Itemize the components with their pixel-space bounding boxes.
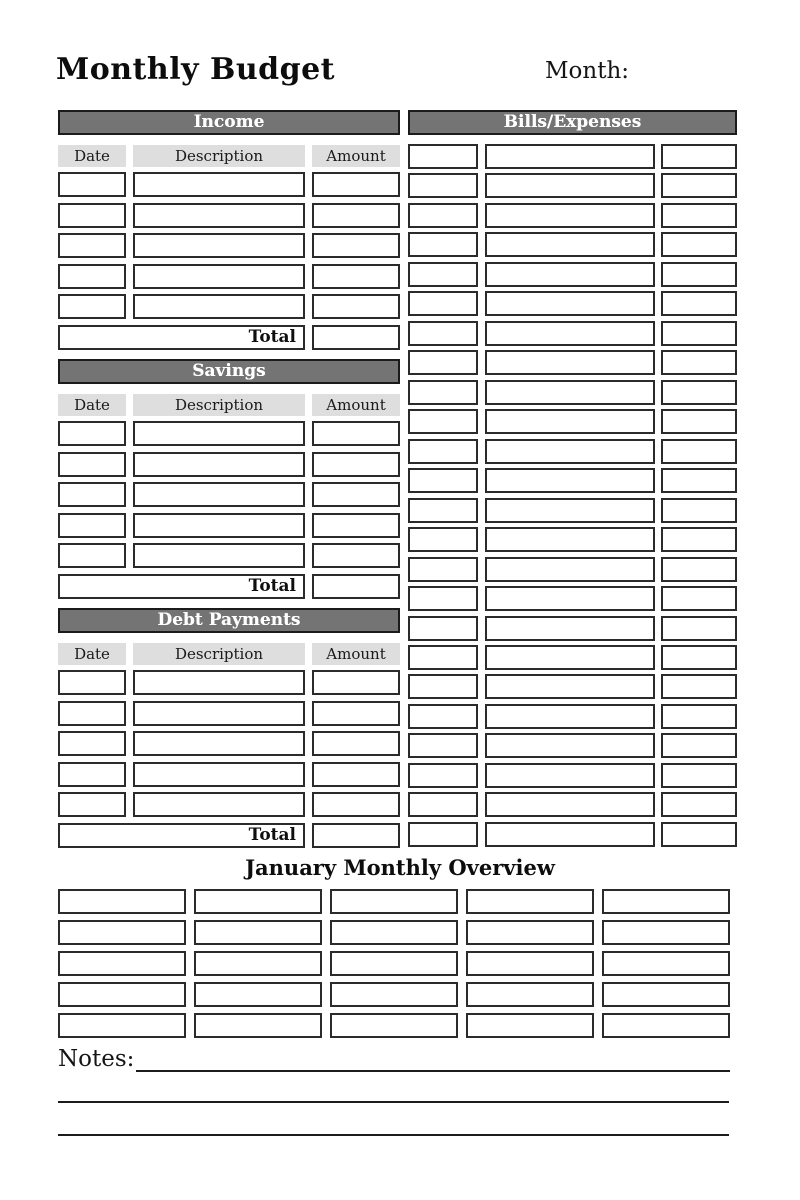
bills-date-field[interactable] [408, 321, 478, 346]
bills-row [408, 763, 737, 788]
income-description-field[interactable] [133, 203, 305, 228]
bills-date-field[interactable] [408, 674, 478, 699]
page-title: Monthly Budget [56, 52, 336, 87]
bills-description-field[interactable] [485, 439, 655, 464]
bills-description-field[interactable] [485, 616, 655, 641]
overview-cell[interactable] [602, 920, 730, 945]
income-column-headers [58, 145, 400, 167]
bills-row [408, 792, 737, 817]
savings-date-field[interactable] [58, 421, 126, 446]
debt-row [58, 792, 400, 817]
income-date-column-header: Date [58, 145, 126, 167]
monthly-overview-title: January Monthly Overview [245, 855, 555, 880]
overview-cell[interactable] [58, 1013, 186, 1038]
savings-row [58, 513, 400, 538]
savings-description-column-header: Description [133, 394, 305, 416]
overview-cell[interactable] [466, 920, 594, 945]
overview-cell[interactable] [194, 889, 322, 914]
bills-amount-field[interactable] [661, 262, 737, 287]
savings-row [58, 543, 400, 568]
savings-amount-field[interactable] [312, 513, 400, 538]
savings-row [58, 482, 400, 507]
debt-amount-column-header: Amount [312, 643, 400, 665]
income-amount-field[interactable] [312, 172, 400, 197]
savings-amount-field[interactable] [312, 421, 400, 446]
bills-description-field[interactable] [485, 350, 655, 375]
overview-cell[interactable] [58, 982, 186, 1007]
savings-description-field[interactable] [133, 543, 305, 568]
income-description-field[interactable] [133, 172, 305, 197]
bills-row [408, 203, 737, 228]
bills-row [408, 291, 737, 316]
overview-cell[interactable] [330, 951, 458, 976]
bills-row [408, 733, 737, 758]
debt-date-field[interactable] [58, 792, 126, 817]
savings-date-field[interactable] [58, 543, 126, 568]
bills-amount-field[interactable] [661, 498, 737, 523]
bills-amount-field[interactable] [661, 645, 737, 670]
bills-description-field[interactable] [485, 144, 655, 169]
overview-cell[interactable] [330, 982, 458, 1007]
overview-cell[interactable] [602, 982, 730, 1007]
bills-row [408, 557, 737, 582]
savings-date-field[interactable] [58, 452, 126, 477]
bills-description-field[interactable] [485, 792, 655, 817]
income-date-field[interactable] [58, 294, 126, 319]
debt-row [58, 731, 400, 756]
bills-description-field[interactable] [485, 704, 655, 729]
income-amount-column-header: Amount [312, 145, 400, 167]
debt-date-column-header: Date [58, 643, 126, 665]
bills-description-field[interactable] [485, 822, 655, 847]
debt-amount-field[interactable] [312, 762, 400, 787]
debt-description-field[interactable] [133, 701, 305, 726]
notes-label: Notes: [58, 1046, 135, 1072]
income-row [58, 203, 400, 228]
bills-amount-field[interactable] [661, 733, 737, 758]
debt-amount-field[interactable] [312, 731, 400, 756]
income-rows [58, 172, 400, 319]
overview-cell[interactable] [602, 889, 730, 914]
overview-cell[interactable] [602, 951, 730, 976]
debt-description-field[interactable] [133, 731, 305, 756]
savings-amount-field[interactable] [312, 452, 400, 477]
bills-amount-field[interactable] [661, 468, 737, 493]
bills-amount-field[interactable] [661, 203, 737, 228]
bills-description-field[interactable] [485, 586, 655, 611]
income-date-field[interactable] [58, 264, 126, 289]
debt-column-headers [58, 643, 400, 665]
notes-writing-line[interactable] [58, 1134, 729, 1136]
savings-section [58, 359, 400, 599]
debt-payments-section-header: Debt Payments [58, 608, 400, 633]
bills-row [408, 822, 737, 847]
overview-cell[interactable] [58, 951, 186, 976]
savings-description-field[interactable] [133, 482, 305, 507]
bills-rows [408, 144, 737, 847]
income-total-label: Total [58, 325, 305, 350]
bills-description-field[interactable] [485, 291, 655, 316]
bills-row [408, 586, 737, 611]
income-date-field[interactable] [58, 203, 126, 228]
bills-description-field[interactable] [485, 733, 655, 758]
income-date-field[interactable] [58, 233, 126, 258]
income-description-field[interactable] [133, 264, 305, 289]
savings-total-label: Total [58, 574, 305, 599]
bills-expenses-section-header: Bills/Expenses [408, 110, 737, 135]
debt-row [58, 701, 400, 726]
bills-row [408, 616, 737, 641]
overview-cell[interactable] [330, 1013, 458, 1038]
income-amount-field[interactable] [312, 264, 400, 289]
bills-description-field[interactable] [485, 645, 655, 670]
debt-description-field[interactable] [133, 762, 305, 787]
overview-cell[interactable] [58, 889, 186, 914]
debt-date-field[interactable] [58, 731, 126, 756]
bills-date-field[interactable] [408, 645, 478, 670]
overview-cell[interactable] [466, 889, 594, 914]
overview-cell[interactable] [466, 1013, 594, 1038]
bills-description-field[interactable] [485, 498, 655, 523]
notes-row [58, 1046, 730, 1072]
monthly-overview-grid [58, 889, 730, 1038]
debt-description-column-header: Description [133, 643, 305, 665]
bills-amount-field[interactable] [661, 674, 737, 699]
bills-row [408, 321, 737, 346]
debt-amount-field[interactable] [312, 670, 400, 695]
bills-date-field[interactable] [408, 232, 478, 257]
savings-total-row [58, 574, 400, 599]
bills-date-field[interactable] [408, 173, 478, 198]
debt-description-field[interactable] [133, 792, 305, 817]
bills-amount-field[interactable] [661, 291, 737, 316]
savings-column-headers [58, 394, 400, 416]
savings-rows [58, 421, 400, 568]
bills-date-field[interactable] [408, 291, 478, 316]
debt-total-amount-field[interactable] [312, 823, 400, 848]
bills-description-field[interactable] [485, 203, 655, 228]
bills-date-field[interactable] [408, 527, 478, 552]
overview-cell[interactable] [194, 982, 322, 1007]
overview-cell[interactable] [466, 951, 594, 976]
savings-description-field[interactable] [133, 513, 305, 538]
savings-row [58, 452, 400, 477]
bills-row [408, 173, 737, 198]
bills-amount-field[interactable] [661, 527, 737, 552]
savings-row [58, 421, 400, 446]
bills-description-field[interactable] [485, 173, 655, 198]
income-description-field[interactable] [133, 233, 305, 258]
debt-date-field[interactable] [58, 701, 126, 726]
income-row [58, 172, 400, 197]
bills-row [408, 704, 737, 729]
overview-cell[interactable] [194, 920, 322, 945]
bills-amount-field[interactable] [661, 557, 737, 582]
bills-amount-field[interactable] [661, 321, 737, 346]
bills-amount-field[interactable] [661, 792, 737, 817]
bills-amount-field[interactable] [661, 586, 737, 611]
income-total-amount-field[interactable] [312, 325, 400, 350]
bills-row [408, 674, 737, 699]
savings-description-field[interactable] [133, 421, 305, 446]
income-amount-field[interactable] [312, 233, 400, 258]
notes-writing-line[interactable] [136, 1048, 730, 1072]
bills-date-field[interactable] [408, 439, 478, 464]
bills-date-field[interactable] [408, 822, 478, 847]
income-row [58, 294, 400, 319]
bills-amount-field[interactable] [661, 822, 737, 847]
bills-row [408, 380, 737, 405]
bills-date-field[interactable] [408, 557, 478, 582]
bills-description-field[interactable] [485, 527, 655, 552]
bills-amount-field[interactable] [661, 380, 737, 405]
bills-description-field[interactable] [485, 262, 655, 287]
debt-total-label: Total [58, 823, 305, 848]
debt-date-field[interactable] [58, 762, 126, 787]
bills-description-field[interactable] [485, 321, 655, 346]
bills-date-field[interactable] [408, 733, 478, 758]
bills-description-field[interactable] [485, 468, 655, 493]
debt-date-field[interactable] [58, 670, 126, 695]
savings-total-amount-field[interactable] [312, 574, 400, 599]
bills-amount-field[interactable] [661, 704, 737, 729]
bills-description-field[interactable] [485, 232, 655, 257]
savings-date-field[interactable] [58, 513, 126, 538]
bills-row [408, 645, 737, 670]
bills-amount-field[interactable] [661, 173, 737, 198]
income-date-field[interactable] [58, 172, 126, 197]
overview-cell[interactable] [194, 951, 322, 976]
bills-row [408, 350, 737, 375]
bills-date-field[interactable] [408, 704, 478, 729]
overview-cell[interactable] [58, 920, 186, 945]
income-row [58, 233, 400, 258]
bills-date-field[interactable] [408, 262, 478, 287]
bills-amount-field[interactable] [661, 350, 737, 375]
savings-amount-field[interactable] [312, 482, 400, 507]
bills-date-field[interactable] [408, 409, 478, 434]
bills-amount-field[interactable] [661, 409, 737, 434]
bills-row [408, 262, 737, 287]
income-section [58, 110, 400, 350]
bills-row [408, 527, 737, 552]
bills-row [408, 144, 737, 169]
bills-amount-field[interactable] [661, 144, 737, 169]
debt-rows [58, 670, 400, 817]
debt-amount-field[interactable] [312, 701, 400, 726]
bills-date-field[interactable] [408, 468, 478, 493]
bills-amount-field[interactable] [661, 616, 737, 641]
bills-expenses-section [408, 110, 737, 847]
income-section-header: Income [58, 110, 400, 135]
savings-date-field[interactable] [58, 482, 126, 507]
overview-cell[interactable] [194, 1013, 322, 1038]
savings-section-header: Savings [58, 359, 400, 384]
bills-amount-field[interactable] [661, 763, 737, 788]
income-row [58, 264, 400, 289]
income-total-row [58, 325, 400, 350]
left-column [58, 110, 400, 857]
savings-description-field[interactable] [133, 452, 305, 477]
debt-amount-field[interactable] [312, 792, 400, 817]
bills-date-field[interactable] [408, 144, 478, 169]
debt-description-field[interactable] [133, 670, 305, 695]
overview-cell[interactable] [602, 1013, 730, 1038]
savings-amount-column-header: Amount [312, 394, 400, 416]
overview-cell[interactable] [330, 889, 458, 914]
savings-date-column-header: Date [58, 394, 126, 416]
bills-description-field[interactable] [485, 674, 655, 699]
debt-row [58, 670, 400, 695]
bills-description-field[interactable] [485, 409, 655, 434]
debt-total-row [58, 823, 400, 848]
income-description-field[interactable] [133, 294, 305, 319]
bills-amount-field[interactable] [661, 232, 737, 257]
bills-date-field[interactable] [408, 763, 478, 788]
debt-payments-section [58, 608, 400, 848]
overview-cell[interactable] [330, 920, 458, 945]
income-description-column-header: Description [133, 145, 305, 167]
bills-row [408, 468, 737, 493]
bills-date-field[interactable] [408, 350, 478, 375]
bills-description-field[interactable] [485, 380, 655, 405]
bills-row [408, 409, 737, 434]
overview-cell[interactable] [466, 982, 594, 1007]
bills-description-field[interactable] [485, 557, 655, 582]
bills-row [408, 232, 737, 257]
income-amount-field[interactable] [312, 203, 400, 228]
savings-amount-field[interactable] [312, 543, 400, 568]
bills-row [408, 498, 737, 523]
notes-writing-line[interactable] [58, 1101, 729, 1103]
bills-date-field[interactable] [408, 498, 478, 523]
bills-date-field[interactable] [408, 203, 478, 228]
income-amount-field[interactable] [312, 294, 400, 319]
month-label: Month: [545, 58, 630, 84]
bills-date-field[interactable] [408, 616, 478, 641]
bills-date-field[interactable] [408, 380, 478, 405]
bills-date-field[interactable] [408, 792, 478, 817]
bills-row [408, 439, 737, 464]
bills-amount-field[interactable] [661, 439, 737, 464]
bills-description-field[interactable] [485, 763, 655, 788]
bills-date-field[interactable] [408, 586, 478, 611]
debt-row [58, 762, 400, 787]
